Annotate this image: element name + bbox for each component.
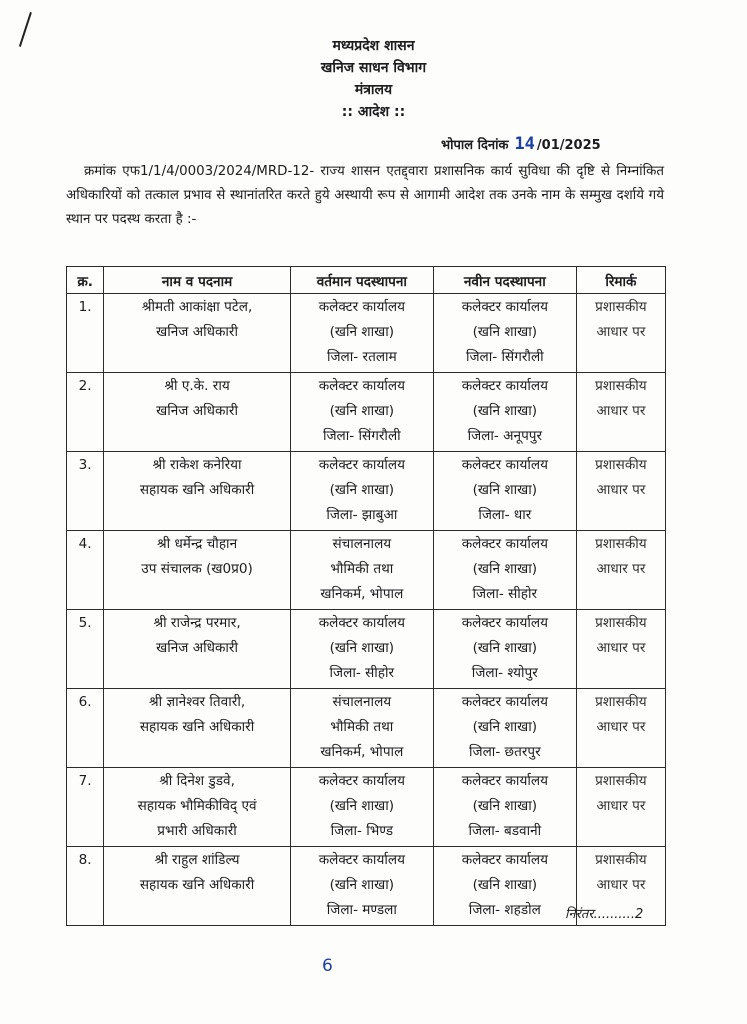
cell-line: कलेक्टर कार्यालय [461,773,548,789]
table-row [67,452,666,531]
cell-line: श्री ज्ञानेश्वर तिवारी, [148,694,246,710]
cell-line: कलेक्टर कार्यालय [318,615,405,631]
cell-new [433,610,576,689]
cell-new [433,294,576,373]
cell-line: कलेक्टर कार्यालय [318,773,405,789]
cell-line: जिला- झाबुआ [326,507,398,523]
cell-line: आधार पर [596,719,646,735]
cell-line: खनिकर्म, भोपाल [320,744,404,760]
cell-current [290,610,433,689]
cell-no: 3. [67,452,104,531]
cell-no: 1. [67,294,104,373]
cell-remark [576,531,665,610]
cell-line: जिला- धार [478,507,532,523]
cell-line: जिला- अनूपपुर [467,428,543,444]
cell-line: आधार पर [596,798,646,814]
cell-line: आधार पर [596,640,646,656]
date-label: भोपाल दिनांक [441,138,509,153]
header-new-posting: नवीन पदस्थापना [433,267,576,294]
cell-name [104,689,291,768]
cell-line: श्री धर्मेन्द्र चौहान [156,536,238,552]
cell-line: (खनि शाखा) [329,798,395,814]
cell-no: 2. [67,373,104,452]
cell-line: (खनि शाखा) [472,877,538,893]
cell-new [433,531,576,610]
cell-remark [576,452,665,531]
table-row [67,610,666,689]
cell-line: सहायक भौमिकीविद् एवं [137,798,257,814]
cell-line: जिला- भिण्ड [330,823,394,839]
cell-line: आधार पर [596,403,646,419]
cell-no: 7. [67,768,104,847]
cell-current [290,689,433,768]
cell-line: प्रशासकीय [595,694,647,710]
cell-no: 6. [67,689,104,768]
cell-line: जिला- रतलाम [326,349,397,365]
transfer-table [66,266,666,926]
cell-line: कलेक्टर कार्यालय [461,536,548,552]
cell-line: जिला- सीहोर [329,665,395,681]
cell-line: जिला- छतरपुर [468,744,541,760]
cell-current [290,294,433,373]
cell-line: उप संचालक (ख0प्र0) [141,561,253,577]
cell-new [433,847,576,926]
cell-line: (खनि शाखा) [472,403,538,419]
cell-line: प्रशासकीय [595,299,647,315]
date-day: 14 [514,134,535,154]
table-row [67,768,666,847]
cell-line: (खनि शाखा) [329,877,395,893]
cell-line: खनिज अधिकारी [156,640,239,656]
table-row [67,373,666,452]
cell-line: कलेक्टर कार्यालय [461,457,548,473]
cell-line: कलेक्टर कार्यालय [318,852,405,868]
page-mark: 6 [322,956,333,976]
cell-line: सहायक खनि अधिकारी [139,719,255,735]
cell-line: संचालनालय [332,694,392,710]
cell-line: जिला- बडवानी [468,823,542,839]
cell-name [104,373,291,452]
header-government: मध्यप्रदेश शासन [332,38,415,54]
cell-line: खनिज अधिकारी [156,403,239,419]
cell-new [433,373,576,452]
cell-remark [576,294,665,373]
cell-remark [576,768,665,847]
cell-line: (खनि शाखा) [472,324,538,340]
cell-name [104,452,291,531]
cell-current [290,452,433,531]
cell-line: प्रशासकीय [595,852,647,868]
header-department: खनिज साधन विभाग [320,60,427,76]
cell-remark [576,689,665,768]
cell-line: कलेक्टर कार्यालय [318,378,405,394]
cell-line: (खनि शाखा) [329,403,395,419]
cell-line: कलेक्टर कार्यालय [461,378,548,394]
cell-line: आधार पर [596,561,646,577]
cell-line: श्री राकेश कनेरिया [152,457,242,473]
cell-line: खनिकर्म, भोपाल [320,586,404,602]
cell-line: जिला- सिंगरौली [322,428,401,444]
cell-line: प्रशासकीय [595,615,647,631]
cell-line: सहायक खनि अधिकारी [139,482,255,498]
cell-current [290,373,433,452]
cell-line: प्रशासकीय [595,773,647,789]
cell-line: प्रशासकीय [595,378,647,394]
cell-line: (खनि शाखा) [329,640,395,656]
cell-line: जिला- श्योपुर [471,665,538,681]
header-name-designation: नाम व पदनाम [104,267,291,294]
cell-name [104,610,291,689]
cell-line: भौमिकी तथा [330,719,394,735]
date-rest: /01/2025 [536,138,601,153]
cell-line: (खनि शाखा) [472,482,538,498]
cell-line: कलेक्टर कार्यालय [461,694,548,710]
cell-line: श्री राजेन्द्र परमार, [153,615,241,631]
header-order-title: :: आदेश :: [341,104,406,120]
cell-current [290,531,433,610]
cell-line: कलेक्टर कार्यालय [318,457,405,473]
header-current-posting: वर्तमान पदस्थापना [290,267,433,294]
cell-name [104,847,291,926]
cell-current [290,768,433,847]
cell-line: कलेक्टर कार्यालय [461,299,548,315]
cell-line: प्रशासकीय [595,457,647,473]
cell-remark [576,610,665,689]
cell-line: सहायक खनि अधिकारी [139,877,255,893]
cell-name [104,768,291,847]
table-row [67,294,666,373]
cell-line: संचालनालय [332,536,392,552]
date-line [441,134,601,154]
order-paragraph: क्रमांक एफ1/1/4/0003/2024/MRD-12- राज्य शासन एतद्द्वारा प्रशासनिक कार्य सुविधा की दृष्टि से निम्नांकित अधिकारियों को तत्काल प्रभाव से स्थानांतरित करते हुये अस्थायी रूप से आगामी आदेश तक उनके नाम के सम्मुख दर्शाये गये स्थान पर पदस्थ करता है :- [66,164,664,227]
cell-new [433,768,576,847]
cell-line: श्री राहुल शांडिल्य [154,852,240,868]
cell-line: प्रभारी अधिकारी [157,823,237,839]
cell-line: (खनि शाखा) [329,482,395,498]
cell-line: श्रीमती आकांक्षा पटेल, [141,299,253,315]
cell-line: कलेक्टर कार्यालय [461,615,548,631]
cell-line: प्रशासकीय [595,536,647,552]
cell-current [290,847,433,926]
table-row [67,531,666,610]
cell-new [433,689,576,768]
cell-line: आधार पर [596,482,646,498]
continued-note: निरंतर..........2 [565,907,644,922]
table-row [67,689,666,768]
cell-line: जिला- शहडोल [468,902,541,918]
header-remark: रिमार्क [576,267,665,294]
cell-no: 4. [67,531,104,610]
cell-line: जिला- सिंगरौली [465,349,544,365]
cell-line: कलेक्टर कार्यालय [461,852,548,868]
cell-line: कलेक्टर कार्यालय [318,299,405,315]
cell-line: जिला- सीहोर [472,586,538,602]
cell-line: (खनि शाखा) [472,561,538,577]
cell-remark [576,373,665,452]
cell-line: भौमिकी तथा [330,561,394,577]
cell-name [104,531,291,610]
cell-line: (खनि शाखा) [472,719,538,735]
cell-line: खनिज अधिकारी [156,324,239,340]
cell-no: 8. [67,847,104,926]
cell-line: (खनि शाखा) [472,640,538,656]
cell-line: (खनि शाखा) [329,324,395,340]
cell-line: आधार पर [596,877,646,893]
header-ministry: मंत्रालय [354,82,393,98]
header-serial: क्र. [67,267,104,294]
cell-line: (खनि शाखा) [472,798,538,814]
cell-name [104,294,291,373]
table-header-row [67,267,666,294]
cell-line: जिला- मण्डला [326,902,397,918]
cell-line: श्री ए.के. राय [164,378,230,394]
cell-no: 5. [67,610,104,689]
cell-new [433,452,576,531]
cell-line: श्री दिनेश डुडवे, [159,773,235,789]
cell-line: आधार पर [596,324,646,340]
